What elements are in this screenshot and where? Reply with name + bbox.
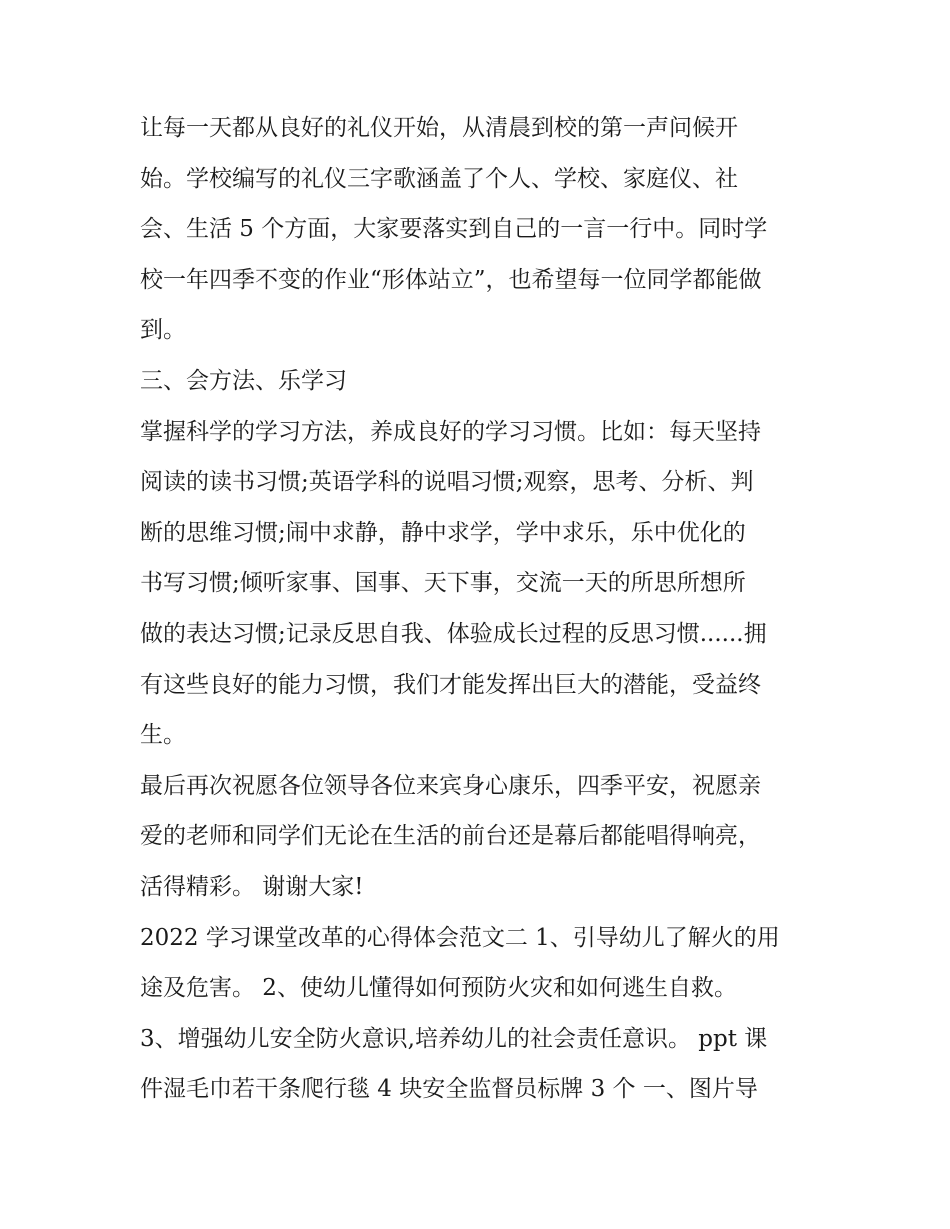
text-line: 让每一天都从良好的礼仪开始，从清晨到校的第一声问候开 — [140, 115, 738, 141]
text-line: 生。 — [140, 722, 186, 749]
document-page — [140, 103, 820, 1115]
text-line: 始。学校编写的礼仪三字歌涵盖了个人、学校、家庭仪、社 — [140, 165, 738, 192]
text-line: 到。 — [140, 317, 186, 344]
text-line: 阅读的读书习惯;英语学科的说唱习惯;观察，思考、分析、判 — [140, 469, 754, 496]
text-line: 有这些良好的能力习惯，我们才能发挥出巨大的潜能，受益终 — [140, 671, 761, 698]
text-line: 2022 学习课堂改革的心得体会范文二 1、引导幼儿了解火的用 — [140, 924, 780, 951]
text-line: 做的表达习惯;记录反思自我、体验成长过程的反思习惯......拥 — [140, 620, 767, 647]
text-line: 断的思维习惯;闹中求静，静中求学，学中求乐，乐中优化的 — [140, 519, 746, 546]
text-line: 爱的老师和同学们无论在生活的前台还是幕后都能唱得响亮， — [140, 823, 761, 850]
text-line: 掌握科学的学习方法，养成良好的学习习惯。比如：每天坚持 — [140, 418, 761, 445]
text-line: 校一年四季不变的作业“形体站立”，也希望每一位同学都能做 — [140, 266, 762, 293]
text-line: 会、生活 5 个方面，大家要落实到自己的一言一行中。同时学 — [140, 216, 768, 243]
text-line: 途及危害。 2、使幼儿懂得如何预防火灾和如何逃生自救。 — [140, 975, 737, 1002]
text-line: 活得精彩。 谢谢大家! — [140, 873, 364, 900]
text-line: 最后再次祝愿各位领导各位来宾身心康乐，四季平安，祝愿亲 — [140, 772, 761, 799]
text-line: 件湿毛巾若干条爬行毯 4 块安全监督员标牌 3 个 一、图片导 — [140, 1076, 758, 1103]
section-heading: 三、会方法、乐学习 — [140, 367, 347, 394]
text-line: 3、增强幼儿安全防火意识,培养幼儿的社会责任意识。 ppt 课 — [140, 1025, 768, 1052]
text-line: 书写习惯;倾听家事、国事、天下事，交流一天的所思所想所 — [140, 570, 746, 597]
